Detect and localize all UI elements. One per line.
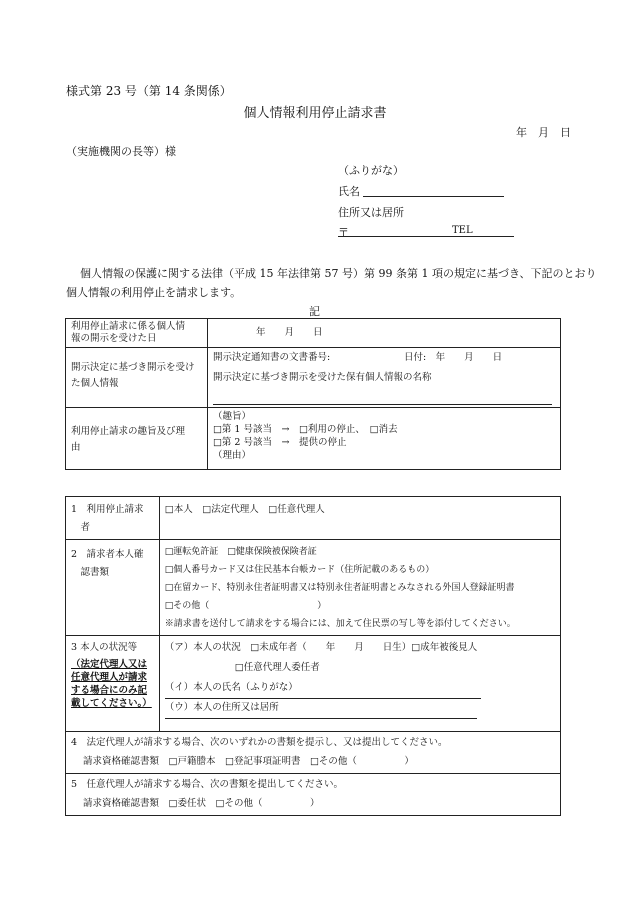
name-underline (363, 196, 504, 197)
voluntary-agent-docs[interactable]: 請求資格確認書類 □委任状 □その他（ ） (83, 798, 320, 809)
intro-line-2: 個人情報の利用停止を請求します。 (66, 286, 242, 299)
address-label: 住所又は居所 (338, 206, 404, 219)
id-doc-3[interactable]: □在留カード、特別永住者証明書又は特別永住者証明書とみなされる外国人登録証明書 (164, 583, 515, 593)
id-docs-row (66, 540, 561, 636)
legal-agent-cell[interactable] (66, 732, 561, 774)
addressee: （実施機関の長等）様 (66, 145, 176, 158)
disclosure-date-value[interactable]: 年 月 日 (207, 319, 560, 348)
voluntary-agent-cell[interactable] (66, 774, 561, 816)
principal-name[interactable]: （イ）本人の氏名（ふりがな） (164, 682, 298, 693)
principal-status[interactable]: （ア）本人の状況 □未成年者（ 年 月 日生）□成年被後見人 (164, 642, 478, 653)
id-doc-4[interactable]: □その他（ ） (164, 601, 327, 611)
voluntary-agent-row (66, 774, 561, 816)
purpose-item-1[interactable]: □第 1 号該当 → □利用の停止、 □消去 (212, 424, 398, 435)
notice-number-label: 開示決定通知書の文書番号: (212, 352, 331, 363)
id-doc-note: ※請求書を送付して請求をする場合には、加えて住民票の写し等を添付してください。 (164, 619, 516, 629)
page-title: 個人情報利用停止請求書 (243, 106, 387, 121)
disclosed-info-row (66, 348, 561, 408)
intro-line-1: 個人情報の保護に関する法律（平成 15 年法律第 57 号）第 99 条第 1 項の規定に基づき、下記のとおり (80, 267, 597, 280)
requester-row (66, 497, 561, 540)
date-field: 年 月 日 (516, 126, 571, 139)
legal-agent-text: 4 法定代理人が請求する場合、次のいずれかの書類を提示し、又は提出してください。 (71, 737, 448, 748)
principal-address-underline (165, 718, 477, 719)
disclosure-date-row (66, 319, 561, 348)
disclosed-info-label: 開示決定に基づき開示を受け た個人情報 (66, 348, 208, 408)
requester-table (65, 496, 561, 816)
address-underline (338, 236, 514, 237)
info-name-underline (213, 404, 552, 405)
id-docs-label: 2 請求者本人確 認書類 (66, 540, 160, 636)
request-table (65, 318, 561, 470)
purpose-row (66, 408, 561, 470)
requester-options[interactable]: □本人 □法定代理人 □任意代理人 (159, 497, 560, 540)
disclosure-date-label: 利用停止請求に係る個人情 報の開示を受けた日 (66, 319, 208, 348)
disclosed-info-value[interactable] (207, 348, 560, 408)
purpose-label: 利用停止請求の趣旨及び理 由 (66, 408, 208, 470)
voluntary-agent-text: 5 任意代理人が請求する場合、次の書類を提出してください。 (71, 779, 344, 790)
form-number: 様式第 23 号（第 14 条関係） (66, 84, 232, 98)
principal-address[interactable]: （ウ）本人の住所又は居所 (164, 702, 279, 713)
purpose-item-2[interactable]: □第 2 号該当 → 提供の停止 (212, 437, 347, 448)
principal-status-label: 3 本人の状況等 （法定代理人又は任意代理人が請求する場合にのみ記載してください。） (66, 636, 160, 732)
principal-status-row (66, 636, 561, 732)
principal-status-note: （法定代理人又は任意代理人が請求する場合にのみ記載してください。） (71, 659, 152, 709)
purpose-value[interactable]: （趣旨） □第 1 号該当 → □利用の停止、 □消去 □第 2 号該当 → 提供の停止 （理由） (207, 408, 560, 470)
info-name-label: 開示決定に基づき開示を受けた保有個人情報の名称 (212, 372, 432, 383)
tel-label: TEL (452, 225, 473, 236)
legal-agent-row (66, 732, 561, 774)
legal-agent-docs[interactable]: 請求資格確認書類 □戸籍謄本 □登記事項証明書 □その他（ ） (83, 756, 414, 767)
furigana-label: （ふりがな） (338, 164, 404, 177)
requester-label: 1 利用停止請求 者 (66, 497, 160, 540)
id-doc-2[interactable]: □個人番号カード又は住民基本台帳カード（住所記載のあるもの） (164, 565, 435, 575)
principal-guardian[interactable]: □任意代理人委任者 (234, 662, 320, 673)
postal-mark: 〒 (338, 226, 349, 239)
id-docs-options[interactable] (159, 540, 560, 636)
principal-name-underline (165, 698, 481, 699)
ki-label: 記 (309, 305, 320, 318)
name-label: 氏名 (338, 185, 360, 198)
id-doc-1[interactable]: □運転免許証 □健康保険被保険者証 (164, 547, 317, 557)
notice-date-label: 日付: 年 月 日 (403, 352, 503, 363)
principal-status-value[interactable] (159, 636, 560, 732)
